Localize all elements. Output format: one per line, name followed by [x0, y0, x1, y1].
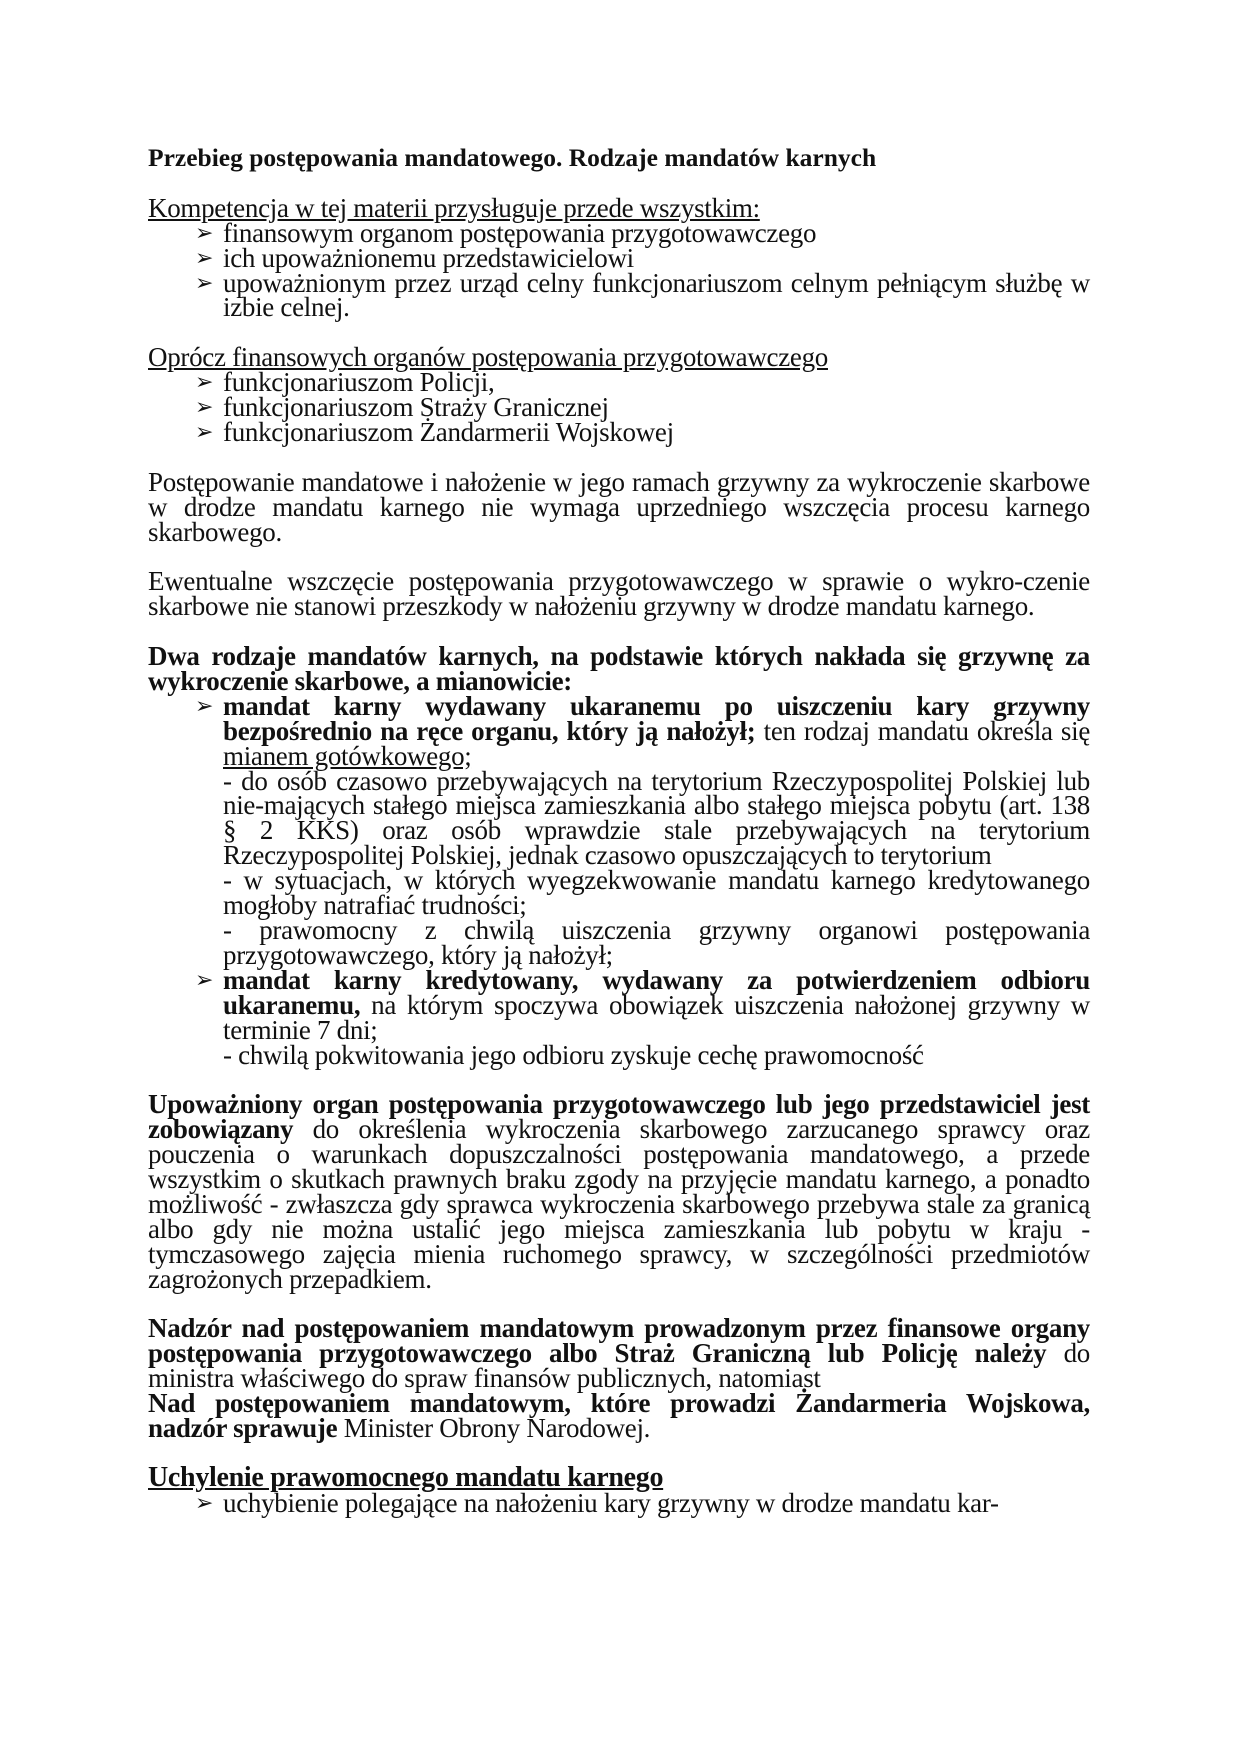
bullet-list: [148, 367, 1090, 447]
section: [148, 192, 1090, 323]
list-item-note: - chwilą pokwitowania jego odbioru zyskuje cechę prawomocność: [223, 1039, 924, 1070]
text-run: upoważnionym przez urząd celny funkcjonariuszom celnym pełniącym służbę w izbie celnej.: [223, 267, 1090, 323]
arrowhead-bullet-icon: ➢: [195, 692, 214, 718]
text-run: uchybienie polegające na nałożeniu kary grzywny w drodze mandatu kar-: [223, 1487, 999, 1518]
paragraph: [148, 466, 1090, 547]
arrowhead-bullet-icon: ➢: [195, 219, 214, 245]
arrowhead-bullet-icon: ➢: [195, 418, 214, 444]
arrowhead-bullet-icon: ➢: [195, 1489, 214, 1515]
text-run: ten rodzaj mandatu określa się: [755, 715, 1090, 746]
bold-text: Nad postępowaniem mandatowym, które prowadzi Żandarmeria Wojskowa, nadzór sprawuje: [148, 1388, 1090, 1444]
list-item-text: [223, 416, 1090, 447]
section-heading: Oprócz finansowych organów postępowania przygotowawczego: [148, 342, 828, 373]
list-item-note: - prawomocny z chwilą uiszczenia grzywny organowi postępowania przygotowawczego, który ją nałożył;: [223, 915, 1090, 970]
section-heading: Uchylenie prawomocnego mandatu karnego: [148, 1461, 664, 1493]
section: [148, 1461, 1090, 1518]
document-title: Przebieg postępowania mandatowego. Rodzaje mandatów karnych: [148, 143, 877, 172]
text-run: funkcjonariuszom Policji,: [223, 367, 495, 398]
section: [148, 342, 1090, 447]
arrowhead-bullet-icon: ➢: [195, 394, 214, 420]
text-run: do ministra właściwego do spraw finansów publicznych, natomiast: [148, 1338, 1090, 1394]
text-run: ich upoważnionemu przedstawicielowi: [223, 242, 634, 273]
section: [148, 1089, 1090, 1294]
bold-text: mandat karny kredytowany, wydawany za potwierdzeniem odbioru ukaranemu,: [223, 964, 1090, 1020]
list-item-text: [223, 1487, 1090, 1518]
bullet-list: [148, 217, 1090, 323]
list-item: [195, 1487, 1090, 1518]
list-item: [195, 964, 1090, 1070]
text-run: funkcjonariuszom Żandarmerii Wojskowej: [223, 416, 674, 447]
paragraph: [148, 1089, 1090, 1294]
section: [148, 566, 1090, 622]
list-item-text: [223, 267, 1090, 323]
bold-text: Nadzór nad postępowaniem mandatowym prowadzonym przez finansowe organy postępowania przygotowawczego albo Straż Graniczną lub Policję należy: [148, 1313, 1090, 1369]
document-body: [148, 192, 1090, 1518]
document-page: [148, 143, 1090, 1541]
list-item-note: - do osób czasowo przebywających na terytorium Rzeczypospolitej Polskiej lub nie-mających stałego miejsca zamieszkania albo stałego miejsca pobytu (art. 138 § 2 KKS) oraz osób wprawdzie stale przebywających na terytorium Rzeczypospolitej Polskiej, jednak czasowo opuszczających to terytorium: [223, 765, 1090, 871]
list-item: [195, 267, 1090, 323]
text-run: na którym spoczywa obowiązek uiszczenia nałożonej grzywny w terminie 7 dni;: [223, 989, 1090, 1045]
arrowhead-bullet-icon: ➢: [195, 269, 214, 295]
text-run: Minister Obrony Narodowej.: [337, 1413, 651, 1444]
arrowhead-bullet-icon: ➢: [195, 244, 214, 270]
bold-text: Dwa rodzaje mandatów karnych, na podstawie których nakłada się grzywnę za wykroczenie skarbowe, a mianowicie:: [148, 641, 1090, 696]
underlined-text: mianem gotówkowego;: [223, 740, 472, 771]
text-run: funkcjonariuszom Straży Granicznej: [223, 392, 609, 423]
arrowhead-bullet-icon: ➢: [195, 369, 214, 395]
bullet-list: [148, 690, 1090, 1070]
list-item: [195, 416, 1090, 447]
paragraph: [148, 1388, 1090, 1444]
list-item-note: - w sytuacjach, w których wyegzekwowanie mandatu karnego kredytowanego mogłoby natrafiać trudności;: [223, 865, 1090, 921]
list-item-text: [223, 964, 1090, 1045]
text-run: do określenia wykroczenia skarbowego zarzucanego sprawcy oraz pouczenia o warunkach dopuszczalności postępowania mandatowego, a przede wszystkim o skutkach prawnych braku zgody na przyjęcie mandatu karnego, a ponadto możliwość - zwłaszcza gdy sprawca wykroczenia skarbowego przebywa stale za granicą albo gdy nie można ustalić jego miejsca zamieszkania lub pobytu w kraju - tymczasowego zajęcia mienia ruchomego sprawcy, w szczególności przedmiotów zagrożonych przepadkiem.: [148, 1114, 1090, 1294]
bullet-list: [148, 1487, 1090, 1518]
paragraph: [148, 566, 1090, 622]
arrowhead-bullet-icon: ➢: [195, 966, 214, 992]
list-item-text: [223, 690, 1090, 771]
section-heading: Kompetencja w tej materii przysługuje przede wszystkim:: [148, 192, 760, 223]
paragraph: [148, 641, 1090, 696]
text-run: finansowym organom postępowania przygotowawczego: [223, 217, 817, 248]
section: [148, 1313, 1090, 1444]
list-item: [195, 690, 1090, 970]
text-run: Ewentualne wszczęcie postępowania przygotowawczego w sprawie o wykro-czenie skarbowe nie stanowi przeszkody w nałożeniu grzywny w drodze mandatu karnego.: [148, 566, 1090, 622]
paragraph: [148, 1313, 1090, 1394]
section: [148, 641, 1090, 1070]
bold-text: Upoważniony organ postępowania przygotowawczego lub jego przedstawiciel jest zobowiązany: [148, 1089, 1090, 1145]
section: [148, 466, 1090, 547]
bold-text: mandat karny wydawany ukaranemu po uiszczeniu kary grzywny bezpośrednio na ręce organu, który ją nałożył;: [223, 690, 1090, 746]
text-run: Postępowanie mandatowe i nałożenie w jego ramach grzywny za wykroczenie skarbowe w drodze mandatu karnego nie wymaga uprzedniego wszczęcia procesu karnego skarbowego.: [148, 466, 1090, 547]
